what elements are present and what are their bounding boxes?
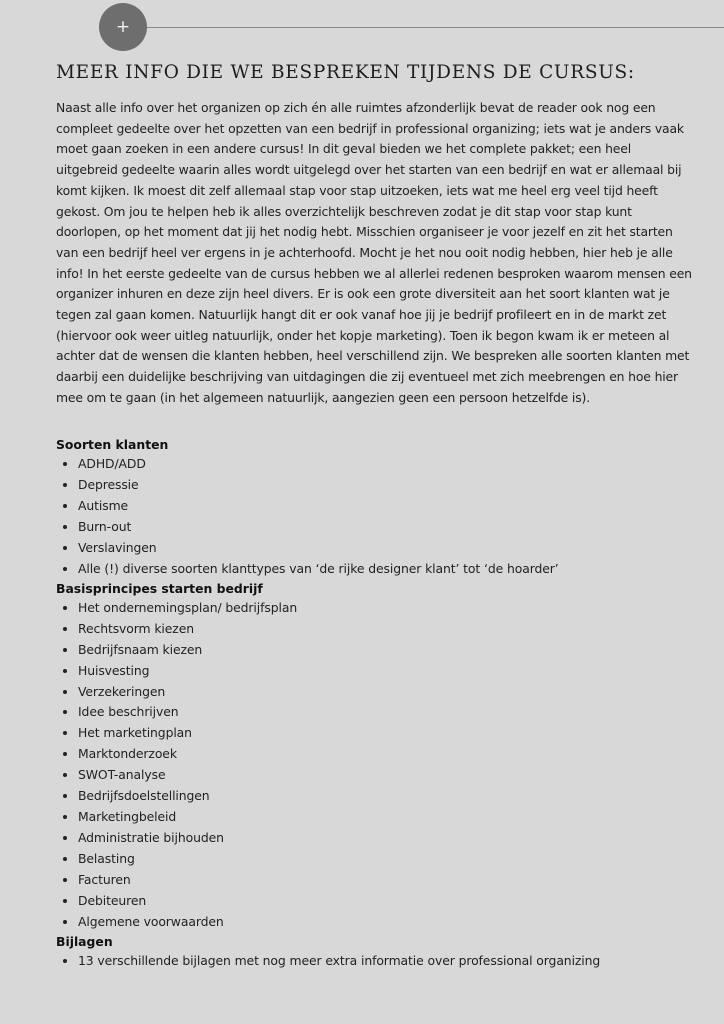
bullet-list: [56, 951, 696, 972]
list-item: • Marketingbeleid: [78, 807, 696, 828]
plus-icon: +: [99, 3, 147, 51]
list-item: • Algemene voorwaarden: [78, 912, 696, 933]
intro-paragraph: Naast alle info over het organizen op zich én alle ruimtes afzonderlijk bevat de reader ook nog een compleet gedeelte over het opzetten van een bedrijf in professional organizing; iets wat je anders vaak moet gaan zoeken in een andere cursus! In dit geval bieden we het complete pakket; een heel uitgebreid gedeelte waarin alles wordt uitgelegd over het starten van een bedrijf en wat er allemaal bij komt kijken. Ik moest dit zelf allemaal stap voor stap uitzoeken, iets wat me heel erg veel tijd heeft gekost. Om jou te helpen heb ik alles overzichtelijk beschreven zodat je dit stap voor stap kunt doorlopen, op het moment dat jij het nodig hebt. Misschien organiseer je voor jezelf en zit het starten van een bedrijf heel ver ergens in je achterhoofd. Mocht je het nou ooit nodig hebben, hier heb je alle info! In het eerste gedeelte van de cursus hebben we al allerlei redenen besproken waarom mensen een organizer inhuren en deze zijn heel divers. Er is ook een grote diversiteit aan het soort klanten wat je tegen zal gaan komen. Natuurlijk hangt dit er ook vanaf hoe jij je bedrijf profileert en in de markt zet (hiervoor ook weer uitleg natuurlijk, onder het kopje marketing). Toen ik begon kwam ik er meteen al achter dat de wensen die klanten hebben, heel verschillend zijn. We bespreken alle soorten klanten met daarbij een duidelijke beschrijving van uitdagingen die zij eventueel met zich meebrengen en hoe hier mee om te gaan (in het algemeen natuurlijk, aangezien geen een persoon hetzelfde is).: [56, 100, 692, 405]
list-item: • SWOT-analyse: [78, 765, 696, 786]
section-heading: Bijlagen: [56, 933, 113, 949]
bullet-list: [56, 454, 696, 580]
section-client-types: [56, 436, 696, 580]
section-business-basics: [56, 580, 696, 933]
section-heading: Basisprincipes starten bedrijf: [56, 580, 263, 596]
topic-lists: [56, 436, 696, 972]
page-title: MEER INFO DIE WE BESPREKEN TIJDENS DE CURSUS:: [56, 62, 635, 83]
list-item: • Autisme: [78, 496, 696, 517]
list-item: • Depressie: [78, 475, 696, 496]
list-item: • Bedrijfsnaam kiezen: [78, 640, 696, 661]
list-item: • Het ondernemingsplan/ bedrijfsplan: [78, 598, 696, 619]
list-item: • Huisvesting: [78, 661, 696, 682]
bullet-list: [56, 598, 696, 933]
list-item: • Burn-out: [78, 517, 696, 538]
list-item: • Alle (!) diverse soorten klanttypes van ‘de rijke designer klant’ tot ‘de hoarder’: [78, 559, 696, 580]
list-item: • 13 verschillende bijlagen met nog meer extra informatie over professional organizing: [78, 951, 696, 972]
header-divider: [120, 27, 724, 28]
list-item: • Marktonderzoek: [78, 744, 696, 765]
list-item: • Rechtsvorm kiezen: [78, 619, 696, 640]
list-item: • Verslavingen: [78, 538, 696, 559]
list-item: • ADHD/ADD: [78, 454, 696, 475]
list-item: • Administratie bijhouden: [78, 828, 696, 849]
section-heading: Soorten klanten: [56, 437, 169, 452]
section-appendices: [56, 933, 696, 972]
list-item: • Bedrijfsdoelstellingen: [78, 786, 696, 807]
list-item: • Debiteuren: [78, 891, 696, 912]
list-item: • Idee beschrijven: [78, 702, 696, 723]
list-item: • Facturen: [78, 870, 696, 891]
list-item: • Belasting: [78, 849, 696, 870]
list-item: • Verzekeringen: [78, 682, 696, 703]
list-item: • Het marketingplan: [78, 723, 696, 744]
